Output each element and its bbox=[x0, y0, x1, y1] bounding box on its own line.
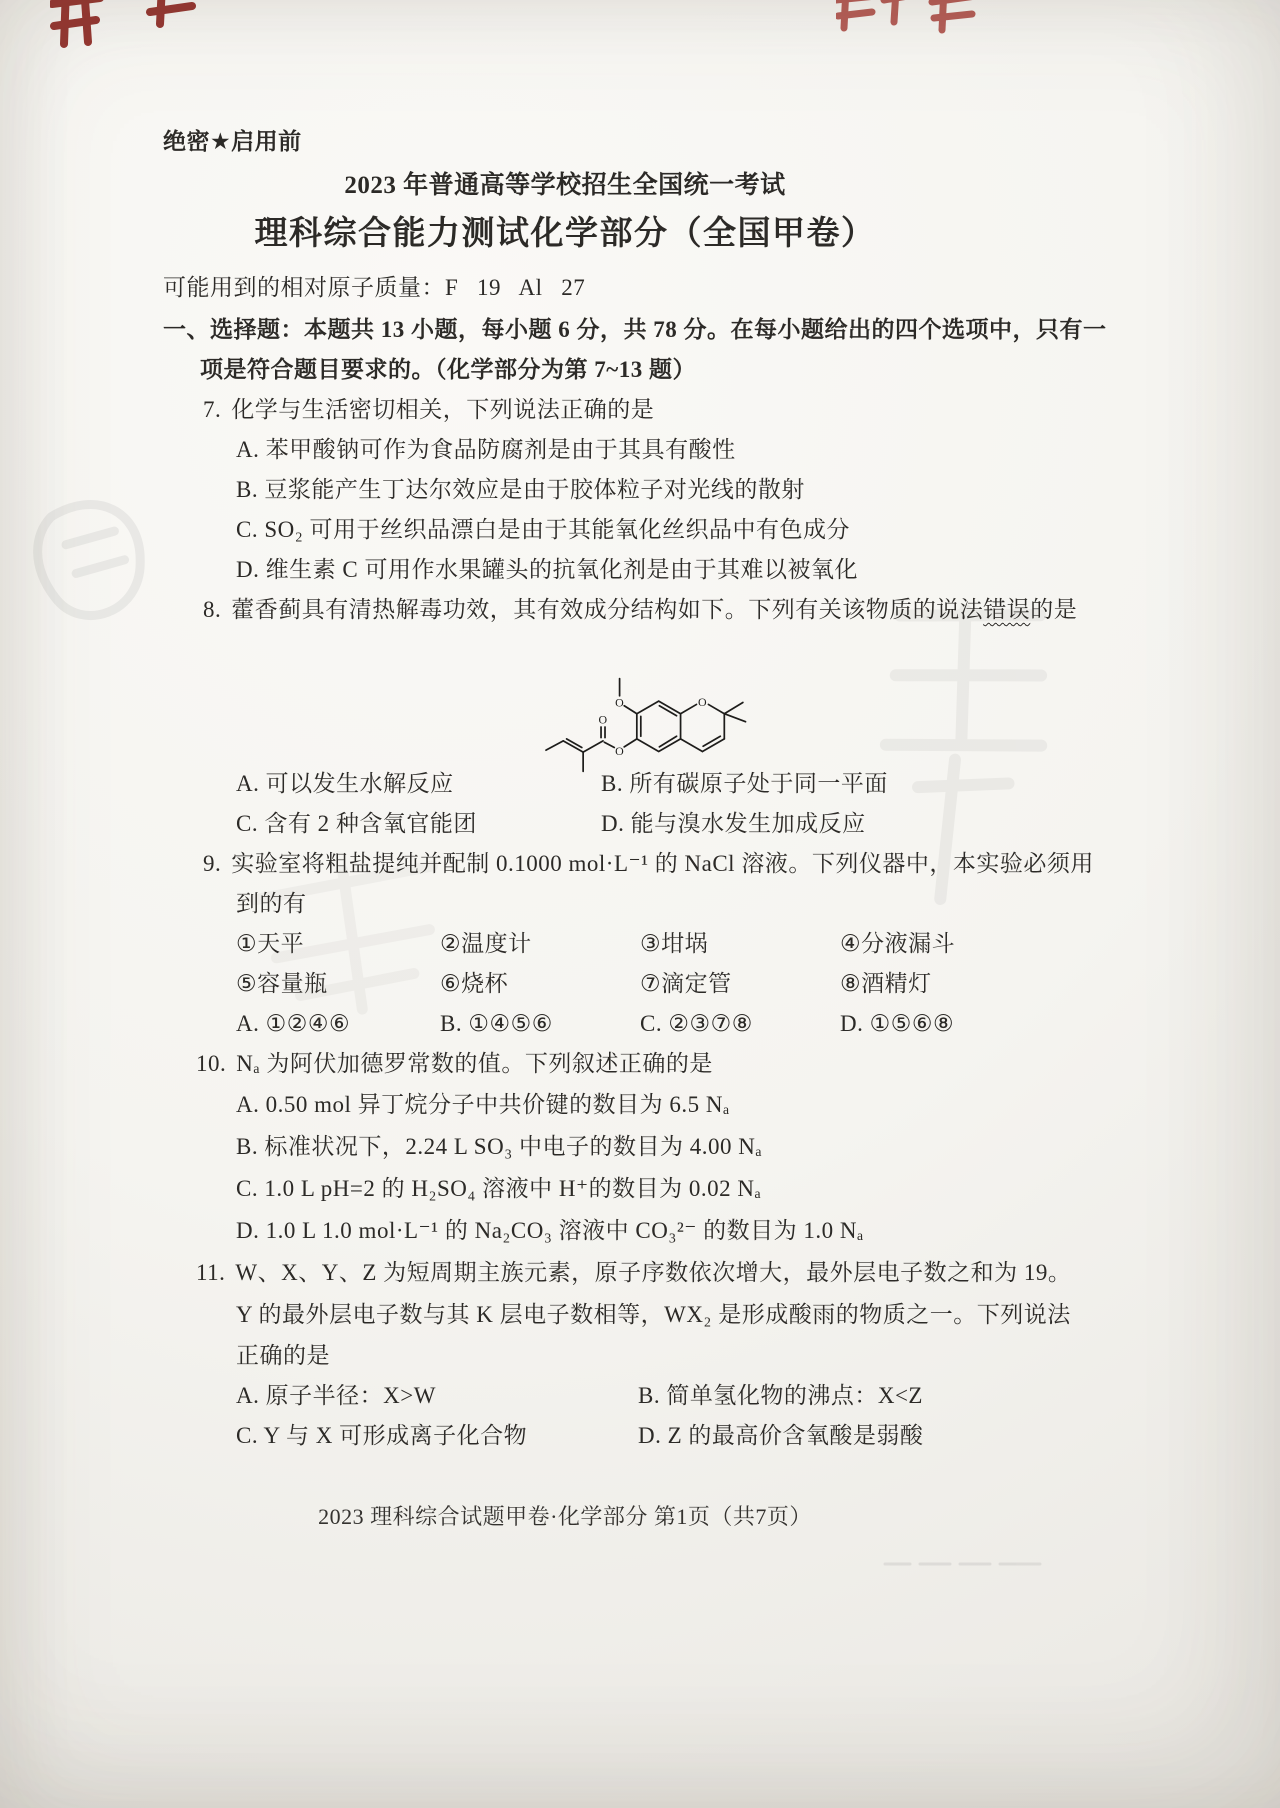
q9-option-d: D. ①⑤⑥⑧ bbox=[840, 1011, 955, 1036]
q11-option-d: D. Z 的最高价含氧酸是弱酸 bbox=[638, 1423, 924, 1448]
q9-options-row bbox=[236, 1004, 1280, 1044]
exam-title: 2023 年普通高等学校招生全国统一考试 bbox=[344, 172, 786, 199]
q8-option-c: C. 含有 2 种含氧官能团 bbox=[236, 811, 477, 836]
section-instructions-line1: 一、选择题：本题共 13 小题，每小题 6 分，共 78 分。在每小题给出的四个选项中，只有一 bbox=[163, 317, 1107, 342]
question-8-stem bbox=[203, 590, 1280, 630]
q9-instrument-4: ④分液漏斗 bbox=[840, 931, 956, 956]
q8-option-a: A. 可以发生水解反应 bbox=[236, 771, 454, 796]
q8-chemical-structure bbox=[455, 634, 1280, 762]
question-10-stem-text: Nₐ 为阿伏加德罗常数的值。下列叙述正确的是 bbox=[236, 1051, 713, 1076]
question-7-stem bbox=[203, 390, 1280, 430]
q9-instrument-6: ⑥烧杯 bbox=[440, 971, 509, 996]
question-11-stem-line2: Y 的最外层电子数与其 K 层电子数相等，WX₂ 是形成酸雨的物质之一。下列说法 bbox=[236, 1302, 1071, 1327]
section-instructions-line2: 项是符合题目要求的。（化学部分为第 7~13 题） bbox=[200, 357, 696, 382]
question-9-stem-line1 bbox=[203, 844, 1280, 884]
question-10-stem bbox=[196, 1044, 1280, 1084]
question-11-stem-text1: W、X、Y、Z 为短周期主族元素，原子序数依次增大，最外层电子数之和为 19。 bbox=[235, 1260, 1072, 1285]
q9-option-a: A. ①②④⑥ bbox=[236, 1011, 351, 1036]
q11-options-row-2 bbox=[236, 1416, 1280, 1456]
q8-option-b: B. 所有碳原子处于同一平面 bbox=[601, 771, 888, 796]
page-footer: 2023 理科综合试题甲卷·化学部分 第1页（共7页） bbox=[318, 1504, 812, 1529]
q10-option-c: C. 1.0 L pH=2 的 H₂SO₄ 溶液中 H⁺的数目为 0.02 Nₐ bbox=[236, 1176, 762, 1201]
classification-label: 绝密★启用前 bbox=[163, 129, 302, 154]
q7-option-c: C. SO₂ 可用于丝织品漂白是由于其能氧化丝织品中有色成分 bbox=[236, 517, 851, 542]
structure-bonds bbox=[546, 679, 746, 772]
q9-instrument-2: ②温度计 bbox=[440, 931, 532, 956]
q8-options-row-2 bbox=[236, 804, 1280, 844]
q9-instrument-3: ③坩埚 bbox=[640, 931, 709, 956]
q11-options-row-1 bbox=[236, 1376, 1280, 1416]
question-11-stem-line1 bbox=[196, 1252, 1280, 1294]
question-9-number: 9. bbox=[203, 851, 222, 876]
q9-instruments-row-1 bbox=[236, 924, 1280, 964]
question-8-stem-emphasis: 错误 bbox=[983, 597, 1031, 622]
q9-instrument-5: ⑤容量瓶 bbox=[236, 971, 328, 996]
question-9-stem-text1: 实验室将粗盐提纯并配制 0.1000 mol·L⁻¹ 的 NaCl 溶液。下列仪器中，本实验必须用 bbox=[231, 851, 1094, 876]
q9-instrument-1: ①天平 bbox=[236, 931, 305, 956]
question-7-stem-text: 化学与生活密切相关，下列说法正确的是 bbox=[231, 397, 655, 422]
q10-option-d: D. 1.0 L 1.0 mol·L⁻¹ 的 Na₂CO₃ 溶液中 CO₃²⁻ 的数目为 1.0 Nₐ bbox=[236, 1218, 864, 1243]
paper-title: 理科综合能力测试化学部分（全国甲卷） bbox=[254, 216, 876, 252]
carbonyl-oxygen-label: O bbox=[598, 712, 607, 727]
q9-instrument-8: ⑧酒精灯 bbox=[840, 971, 932, 996]
q11-option-c: C. Y 与 X 可形成离子化合物 bbox=[236, 1423, 528, 1448]
q7-option-a: A. 苯甲酸钠可作为食品防腐剂是由于其具有酸性 bbox=[236, 437, 736, 462]
atomic-mass-note: 可能用到的相对原子质量：F 19 Al 27 bbox=[163, 275, 586, 300]
q9-option-b: B. ①④⑤⑥ bbox=[440, 1011, 553, 1036]
methoxy-oxygen-label: O bbox=[614, 695, 624, 710]
question-8-stem-pre: 藿香蓟具有清热解毒功效，其有效成分结构如下。下列有关该物质的说法 bbox=[231, 597, 984, 622]
question-8-stem-post: 的是 bbox=[1030, 597, 1078, 622]
q11-option-a: A. 原子半径：X>W bbox=[236, 1383, 436, 1408]
question-10-number: 10. bbox=[196, 1051, 227, 1076]
question-9-stem-line2: 到的有 bbox=[236, 891, 307, 916]
q10-option-a: A. 0.50 mol 异丁烷分子中共价键的数目为 6.5 Nₐ bbox=[236, 1092, 730, 1117]
q8-option-d: D. 能与溴水发生加成反应 bbox=[601, 811, 866, 836]
ring-oxygen-label: O bbox=[697, 694, 707, 709]
q9-instrument-7: ⑦滴定管 bbox=[640, 971, 732, 996]
q11-option-b: B. 简单氢化物的沸点：X<Z bbox=[638, 1383, 923, 1408]
question-11-number: 11. bbox=[196, 1260, 226, 1285]
question-7-number: 7. bbox=[203, 397, 222, 422]
question-8-number: 8. bbox=[203, 597, 222, 622]
q9-instruments-row-2 bbox=[236, 964, 1280, 1004]
ester-oxygen-label: O bbox=[614, 743, 624, 758]
q7-option-d: D. 维生素 C 可用作水果罐头的抗氧化剂是由于其难以被氧化 bbox=[236, 557, 858, 582]
q9-option-c: C. ②③⑦⑧ bbox=[640, 1011, 753, 1036]
q10-option-b: B. 标准状况下，2.24 L SO₃ 中电子的数目为 4.00 Nₐ bbox=[236, 1134, 763, 1159]
q7-option-b: B. 豆浆能产生丁达尔效应是由于胶体粒子对光线的散射 bbox=[236, 477, 805, 502]
q8-options-row-1 bbox=[236, 764, 1280, 804]
question-11-stem-line3: 正确的是 bbox=[236, 1343, 330, 1368]
